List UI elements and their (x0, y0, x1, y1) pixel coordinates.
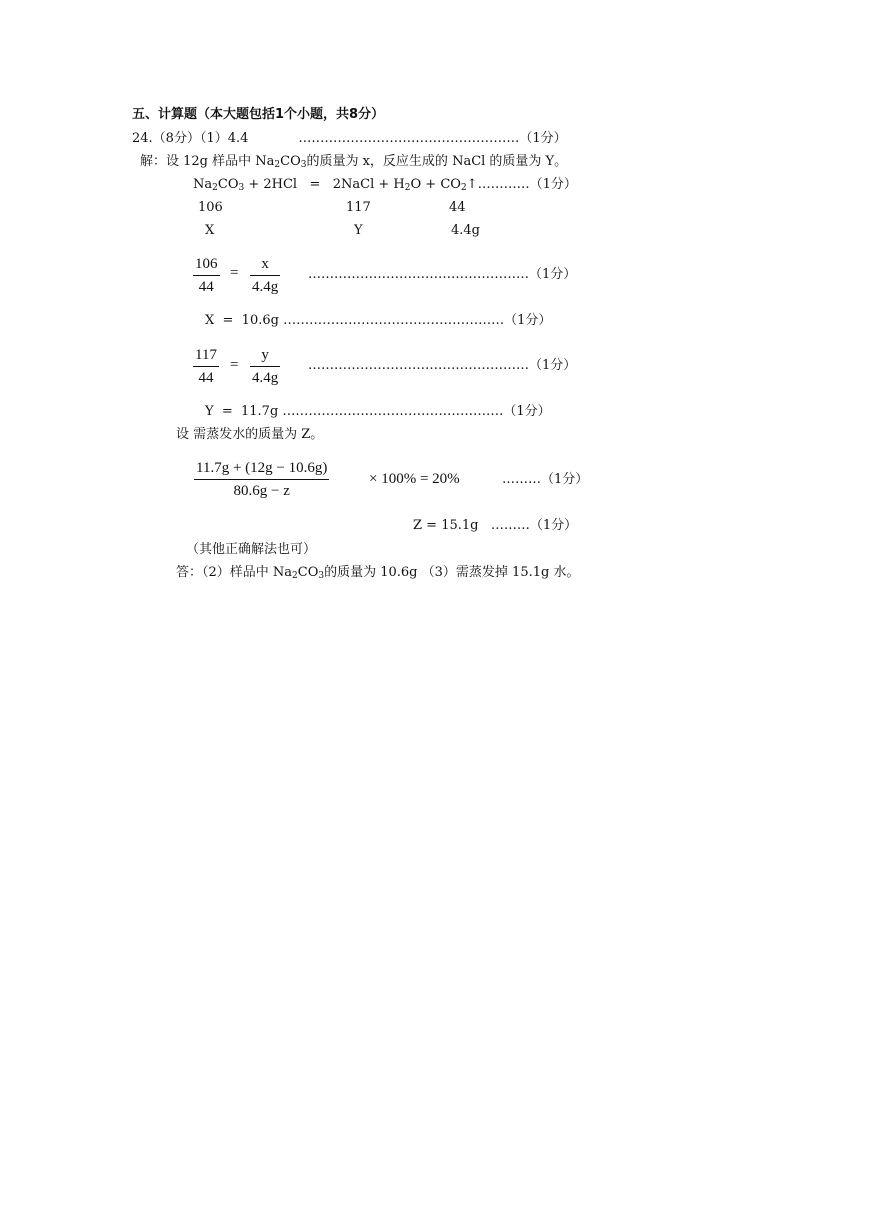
mass-co2: 44 (449, 200, 466, 215)
fraction-bar (194, 479, 329, 480)
reaction-equation (193, 177, 577, 193)
ratio1-den1: 44 (198, 279, 214, 295)
answer-sub1: 2 (292, 571, 298, 581)
ratio2-den2: 4.4g (252, 370, 279, 386)
mass-nacl: 117 (346, 200, 371, 215)
result-y: Y = 11.7g ……………………………………………（1分） (205, 404, 551, 419)
answer-pre: 答：（2）样品中 Na (176, 565, 293, 580)
unknown-y: Y (354, 223, 363, 238)
setup-mid: CO (280, 154, 301, 169)
answer-sub2: 3 (318, 571, 325, 581)
ratio2-equals: = (230, 357, 239, 373)
eq-co3-sub: 3 (238, 183, 245, 193)
conc-numerator: 11.7g + (12g − 10.6g) (196, 460, 328, 476)
setup-line (140, 154, 567, 170)
conc-denominator: 80.6g − z (233, 483, 290, 499)
given-co2: 4.4g (451, 223, 480, 238)
eq-o: O + CO (410, 177, 461, 192)
let-z: 设 需蒸发水的质量为 Z。 (176, 427, 324, 442)
eq-co3: CO (217, 177, 239, 192)
eq-mid: + 2HCl = 2NaCl + H (244, 177, 405, 192)
ratio1-right (250, 255, 280, 296)
ratio1-num1: 106 (195, 256, 218, 272)
eq-score: ↑…………（1分） (466, 177, 577, 192)
fraction-bar (193, 275, 220, 276)
section-title: 五、计算题（本大题包括1个小题，共8分） (132, 107, 385, 122)
eq-na-sub: 2 (212, 183, 218, 193)
ratio1-left (193, 255, 220, 296)
conc-fraction (194, 459, 329, 500)
ratio2-right (250, 346, 280, 387)
q24-score: ……………………………………………（1分） (298, 131, 567, 146)
conc-rhs: × 100% = 20% (369, 471, 460, 487)
unknown-x: X (205, 223, 215, 238)
q24-prefix: 24.（8分）（1）4.4 (132, 131, 249, 146)
fraction-bar (250, 275, 280, 276)
result-x: X = 10.6g ……………………………………………（1分） (205, 313, 552, 328)
alt-method-note: （其他正确解法也可） (186, 542, 317, 557)
q24-line (132, 131, 567, 147)
ratio2-score: ……………………………………………（1分） (308, 358, 577, 373)
ratio1-den2: 4.4g (252, 279, 279, 295)
setup-sub1: 2 (274, 160, 281, 170)
eq-co2-sub: 2 (460, 183, 467, 193)
answer-mid: CO (297, 565, 319, 580)
ratio2-num1: 117 (195, 347, 217, 363)
ratio2-den1: 44 (198, 370, 214, 386)
mass-na2co3: 106 (198, 200, 223, 215)
ratio1-equals: = (230, 265, 239, 281)
eq-na: Na (193, 177, 213, 192)
fraction-bar (250, 366, 280, 367)
setup-sub2: 3 (300, 160, 307, 170)
answer-line (176, 565, 579, 581)
ratio2-num2: y (261, 347, 269, 363)
fraction-bar (193, 366, 219, 367)
conc-score: ………（1分） (502, 472, 589, 487)
result-z: Z = 15.1g ………（1分） (413, 518, 578, 533)
answer-post: 的质量为 10.6g （3）需蒸发掉 15.1g 水。 (324, 565, 580, 580)
ratio1-num2: x (261, 256, 269, 272)
ratio1-score: ……………………………………………（1分） (308, 267, 577, 282)
setup-pre: 解：设 12g 样品中 Na (140, 154, 275, 169)
setup-post: 的质量为 x，反应生成的 NaCl 的质量为 Y。 (306, 154, 568, 169)
eq-h-sub: 2 (404, 183, 411, 193)
ratio2-left (193, 346, 219, 387)
